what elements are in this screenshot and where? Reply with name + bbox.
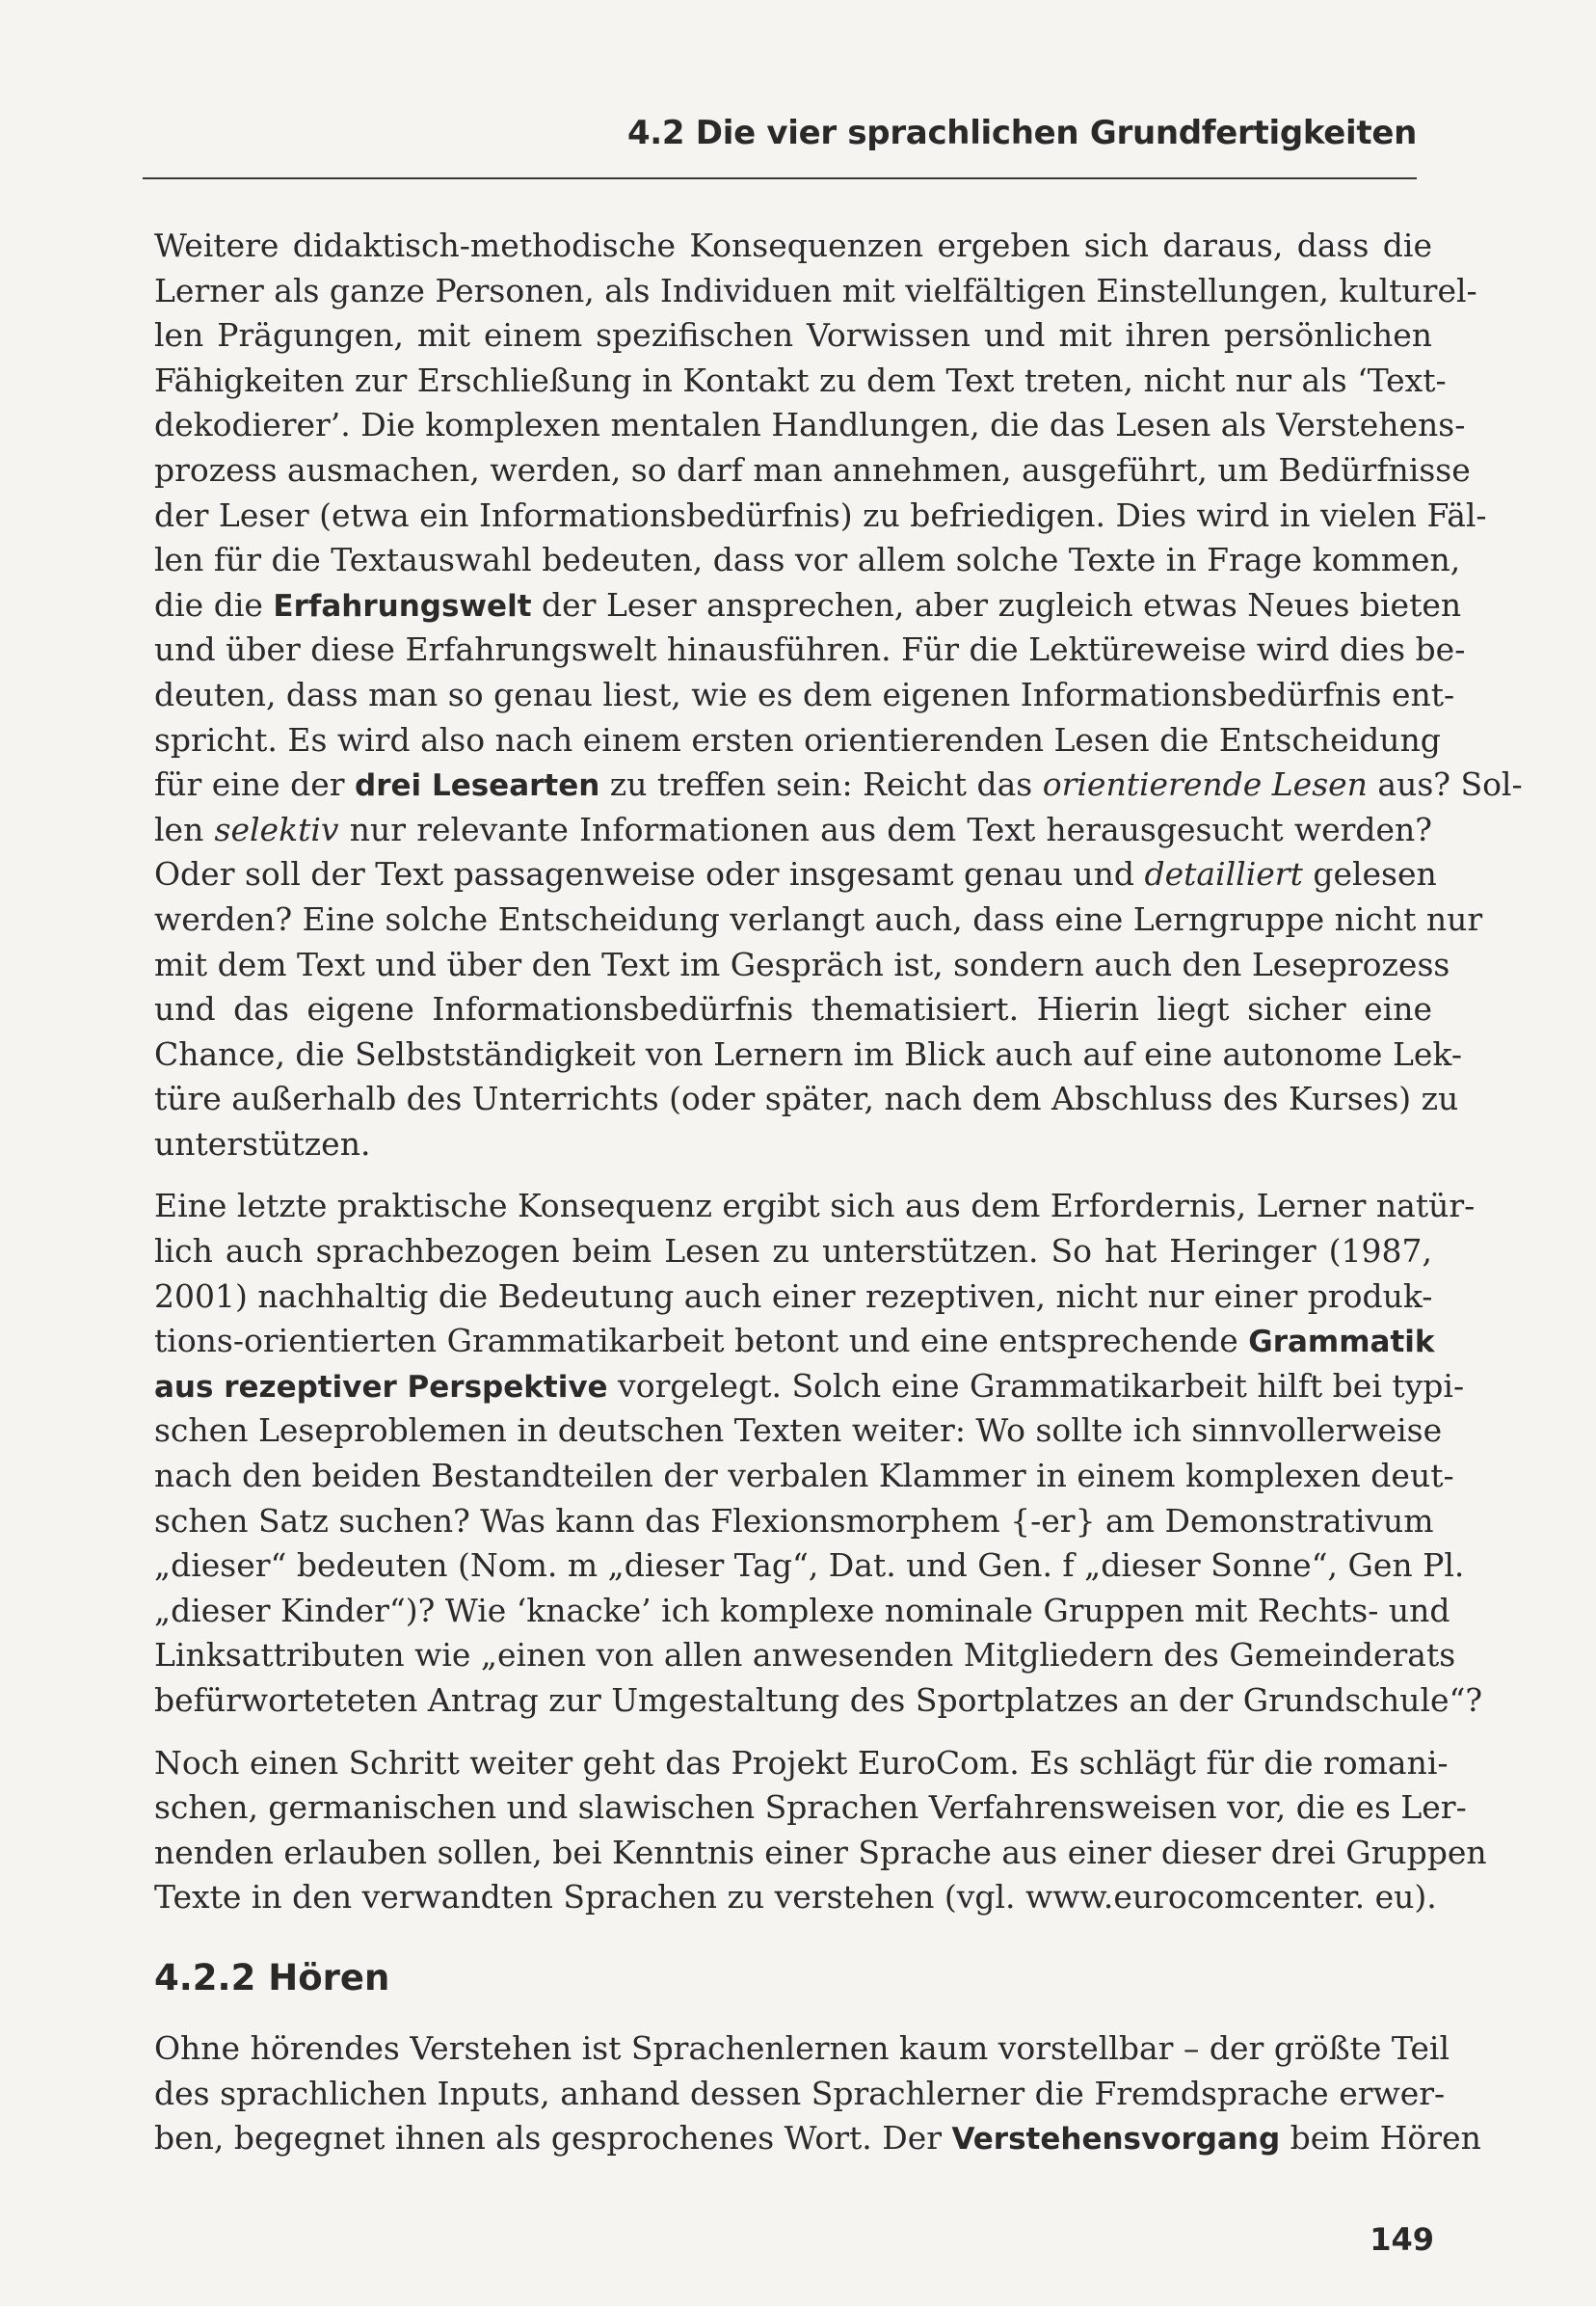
- text-run: Lerner als ganze Personen, als Individuen mit vielfältigen Einstellungen, kulturel-: [154, 271, 1477, 309]
- text-line: [154, 403, 1466, 448]
- text-line: [154, 987, 1432, 1032]
- text-run: unterstützen.: [154, 1124, 371, 1163]
- text-run: gelesen: [1302, 855, 1437, 894]
- text-line: [154, 1785, 1467, 1831]
- text-run: len für die Textauswahl bedeuten, dass vor allem solche Texte in Frage kommen,: [154, 541, 1461, 579]
- paragraph: [154, 1184, 1483, 1723]
- text-line: [154, 1229, 1432, 1274]
- italic-term: orientierende Lesen: [1042, 765, 1368, 804]
- running-head: 4.2 Die vier sprachlichen Grundfertigkeiten: [626, 114, 1417, 152]
- text-run: Texte in den verwandten Sprachen zu verstehen (vgl. www.eurocomcenter. eu).: [154, 1878, 1437, 1917]
- text-run: werden? Eine solche Entscheidung verlangt auch, dass eine Lerngruppe nicht nur: [154, 899, 1483, 938]
- text-line: [154, 1077, 1459, 1122]
- text-line: [154, 1875, 1437, 1920]
- text-run: des sprachlichen Inputs, anhand dessen Sprachlerner die Fremdsprache erwer-: [154, 2074, 1446, 2112]
- text-line: [154, 2026, 1450, 2072]
- page-number: 149: [1370, 2221, 1434, 2258]
- paragraphs-before-heading: [154, 224, 1523, 1920]
- text-run: aus? Sol-: [1367, 765, 1523, 804]
- text-line: [154, 718, 1441, 764]
- text-line: [154, 898, 1483, 943]
- text-run: Fähigkeiten zur Erschließung in Kontakt zu dem Text treten, nicht nur als ‘Text-: [154, 361, 1447, 399]
- bold-term: Grammatik: [1248, 1325, 1435, 1360]
- text-line: [154, 808, 1432, 853]
- text-line: [154, 1678, 1483, 1724]
- paragraph-after-heading: [154, 2026, 1481, 2161]
- text-run: deuten, dass man so genau liest, wie es dem eigenen Informationsbedürfnis ent-: [154, 675, 1455, 713]
- text-run: „dieser“ bedeuten (Nom. m „dieser Tag“, Dat. und Gen. f „dieser Sonne“, Gen Pl.: [154, 1546, 1465, 1585]
- text-run: tions-orientierten Grammatikarbeit betont und eine entsprechende: [154, 1322, 1249, 1360]
- text-line: [154, 1741, 1449, 1786]
- text-line: [154, 1274, 1432, 1320]
- text-run: len: [154, 810, 215, 848]
- text-run: mit dem Text und über den Text im Gespräch ist, sondern auch den Leseprozess: [154, 945, 1450, 983]
- text-line: [154, 224, 1432, 269]
- text-line: [154, 448, 1471, 494]
- paragraph: [154, 224, 1523, 1166]
- text-line: [154, 359, 1447, 404]
- bold-term: aus rezeptiver Perspektive: [154, 1369, 608, 1405]
- text-run: len Prägungen, mit einem spezifischen Vorwissen und mit ihren persönlichen: [154, 316, 1432, 355]
- text-run: türe außerhalb des Unterrichts (oder später, nach dem Abschluss des Kurses) zu: [154, 1080, 1459, 1118]
- text-run: und über diese Erfahrungswelt hinausführen. Für die Lektüreweise wird dies be-: [154, 630, 1466, 669]
- text-run: Linksattributen wie „einen von allen anwesenden Mitgliedern des Gemeinderats: [154, 1636, 1456, 1675]
- text-run: die die: [154, 585, 274, 624]
- paragraph: [154, 1741, 1487, 1920]
- paragraph: [154, 2026, 1481, 2161]
- text-run: lich auch sprachbezogen beim Lesen zu unterstützen. So hat Heringer (1987,: [154, 1232, 1432, 1271]
- text-run: 2001) nachhaltig die Bedeutung auch einer rezeptiven, nicht nur einer produk-: [154, 1276, 1433, 1315]
- text-run: vorgelegt. Solch eine Grammatikarbeit hilft bei typi-: [607, 1366, 1465, 1405]
- text-run: nenden erlauben sollen, bei Kenntnis einer Sprache aus einer dieser drei Gruppen: [154, 1833, 1487, 1871]
- paragraph-gap: [154, 1166, 1432, 1184]
- text-run: ben, begegnet ihnen als gesprochenes Wort. Der: [154, 2119, 952, 2158]
- text-line: [154, 269, 1477, 314]
- text-run: befürworteteten Antrag zur Umgestaltung des Sportplatzes an der Grundschule“?: [154, 1681, 1483, 1719]
- text-line: [154, 852, 1437, 898]
- section-heading: 4.2.2 Hören: [154, 1956, 390, 1998]
- text-run: dekodierer’. Die komplexen mentalen Handlungen, die das Lesen als Verstehens-: [154, 406, 1466, 444]
- text-run: zu treffen sein: Reicht das: [599, 765, 1043, 804]
- text-line: [154, 538, 1461, 583]
- text-line: [154, 1633, 1456, 1678]
- text-run: prozess ausmachen, werden, so darf man annehmen, ausgeführt, um Bedürfnisse: [154, 450, 1471, 489]
- text-line: [154, 1122, 1432, 1167]
- text-line: [154, 943, 1450, 988]
- text-line: [154, 1032, 1462, 1078]
- text-run: Weitere didaktisch-methodische Konsequenzen ergeben sich daraus, dass die: [154, 227, 1432, 264]
- bold-term: drei Lesearten: [355, 768, 600, 804]
- text-line: [154, 1543, 1465, 1589]
- text-run: beim Hören: [1280, 2119, 1481, 2158]
- text-run: der Leser (etwa ein Informationsbedürfnis) zu befriedigen. Dies wird in vielen Fäl-: [154, 496, 1487, 534]
- text-line: [154, 1831, 1487, 1876]
- text-run: für eine der: [154, 765, 356, 804]
- text-line: [154, 583, 1462, 629]
- text-run: Chance, die Selbstständigkeit von Lernern im Blick auch auf eine autonome Lek-: [154, 1034, 1462, 1073]
- text-line: [154, 763, 1523, 808]
- text-run: schen Leseproblemen in deutschen Texten weiter: Wo sollte ich sinnvollerweise: [154, 1411, 1443, 1450]
- text-line: [154, 1184, 1476, 1229]
- text-run: Eine letzte praktische Konsequenz ergibt sich aus dem Erfordernis, Lerner natür-: [154, 1187, 1476, 1225]
- paragraph-gap: [154, 1724, 1432, 1741]
- text-run: „dieser Kinder“)? Wie ‘knacke’ ich komplexe nominale Gruppen mit Rechts- und: [154, 1591, 1450, 1629]
- text-line: [154, 628, 1466, 673]
- text-run: Ohne hörendes Verstehen ist Sprachenlernen kaum vorstellbar – der größte Teil: [154, 2028, 1450, 2067]
- text-run: schen Satz suchen? Was kann das Flexionsmorphem {-er} am Demonstrativum: [154, 1501, 1434, 1540]
- text-line: [154, 1408, 1443, 1454]
- text-line: [154, 494, 1487, 539]
- text-line: [154, 2072, 1446, 2117]
- text-line: [154, 1589, 1450, 1634]
- text-line: [154, 673, 1455, 718]
- text-run: spricht. Es wird also nach einem ersten orientierenden Lesen die Entscheidung: [154, 720, 1441, 759]
- text-line: [154, 1454, 1454, 1499]
- text-line: [154, 1364, 1465, 1409]
- italic-term: detailliert: [1144, 855, 1303, 894]
- text-run: nur relevante Informationen aus dem Text herausgesucht werden?: [338, 810, 1432, 848]
- text-run: der Leser ansprechen, aber zugleich etwas Neues bieten: [531, 585, 1462, 624]
- bold-term: Verstehensvorgang: [951, 2122, 1281, 2158]
- text-run: schen, germanischen und slawischen Sprachen Verfahrensweisen vor, die es Ler-: [154, 1788, 1467, 1827]
- header-rule: [143, 177, 1417, 179]
- body-text: [154, 224, 1523, 2161]
- text-run: und das eigene Informationsbedürfnis thematisiert. Hierin liegt sicher eine: [154, 990, 1432, 1029]
- text-run: Noch einen Schritt weiter geht das Projekt EuroCom. Es schlägt für die romani-: [154, 1743, 1449, 1782]
- text-line: [154, 1499, 1432, 1544]
- italic-term: selektiv: [214, 810, 339, 848]
- text-line: [154, 313, 1432, 359]
- bold-term: Erfahrungswelt: [273, 588, 532, 624]
- text-run: nach den beiden Bestandteilen der verbalen Klammer in einem komplexen deut-: [154, 1457, 1454, 1495]
- text-run: Oder soll der Text passagenweise oder insgesamt genau und: [154, 855, 1145, 894]
- text-line: [154, 1319, 1435, 1364]
- text-line: [154, 2116, 1481, 2161]
